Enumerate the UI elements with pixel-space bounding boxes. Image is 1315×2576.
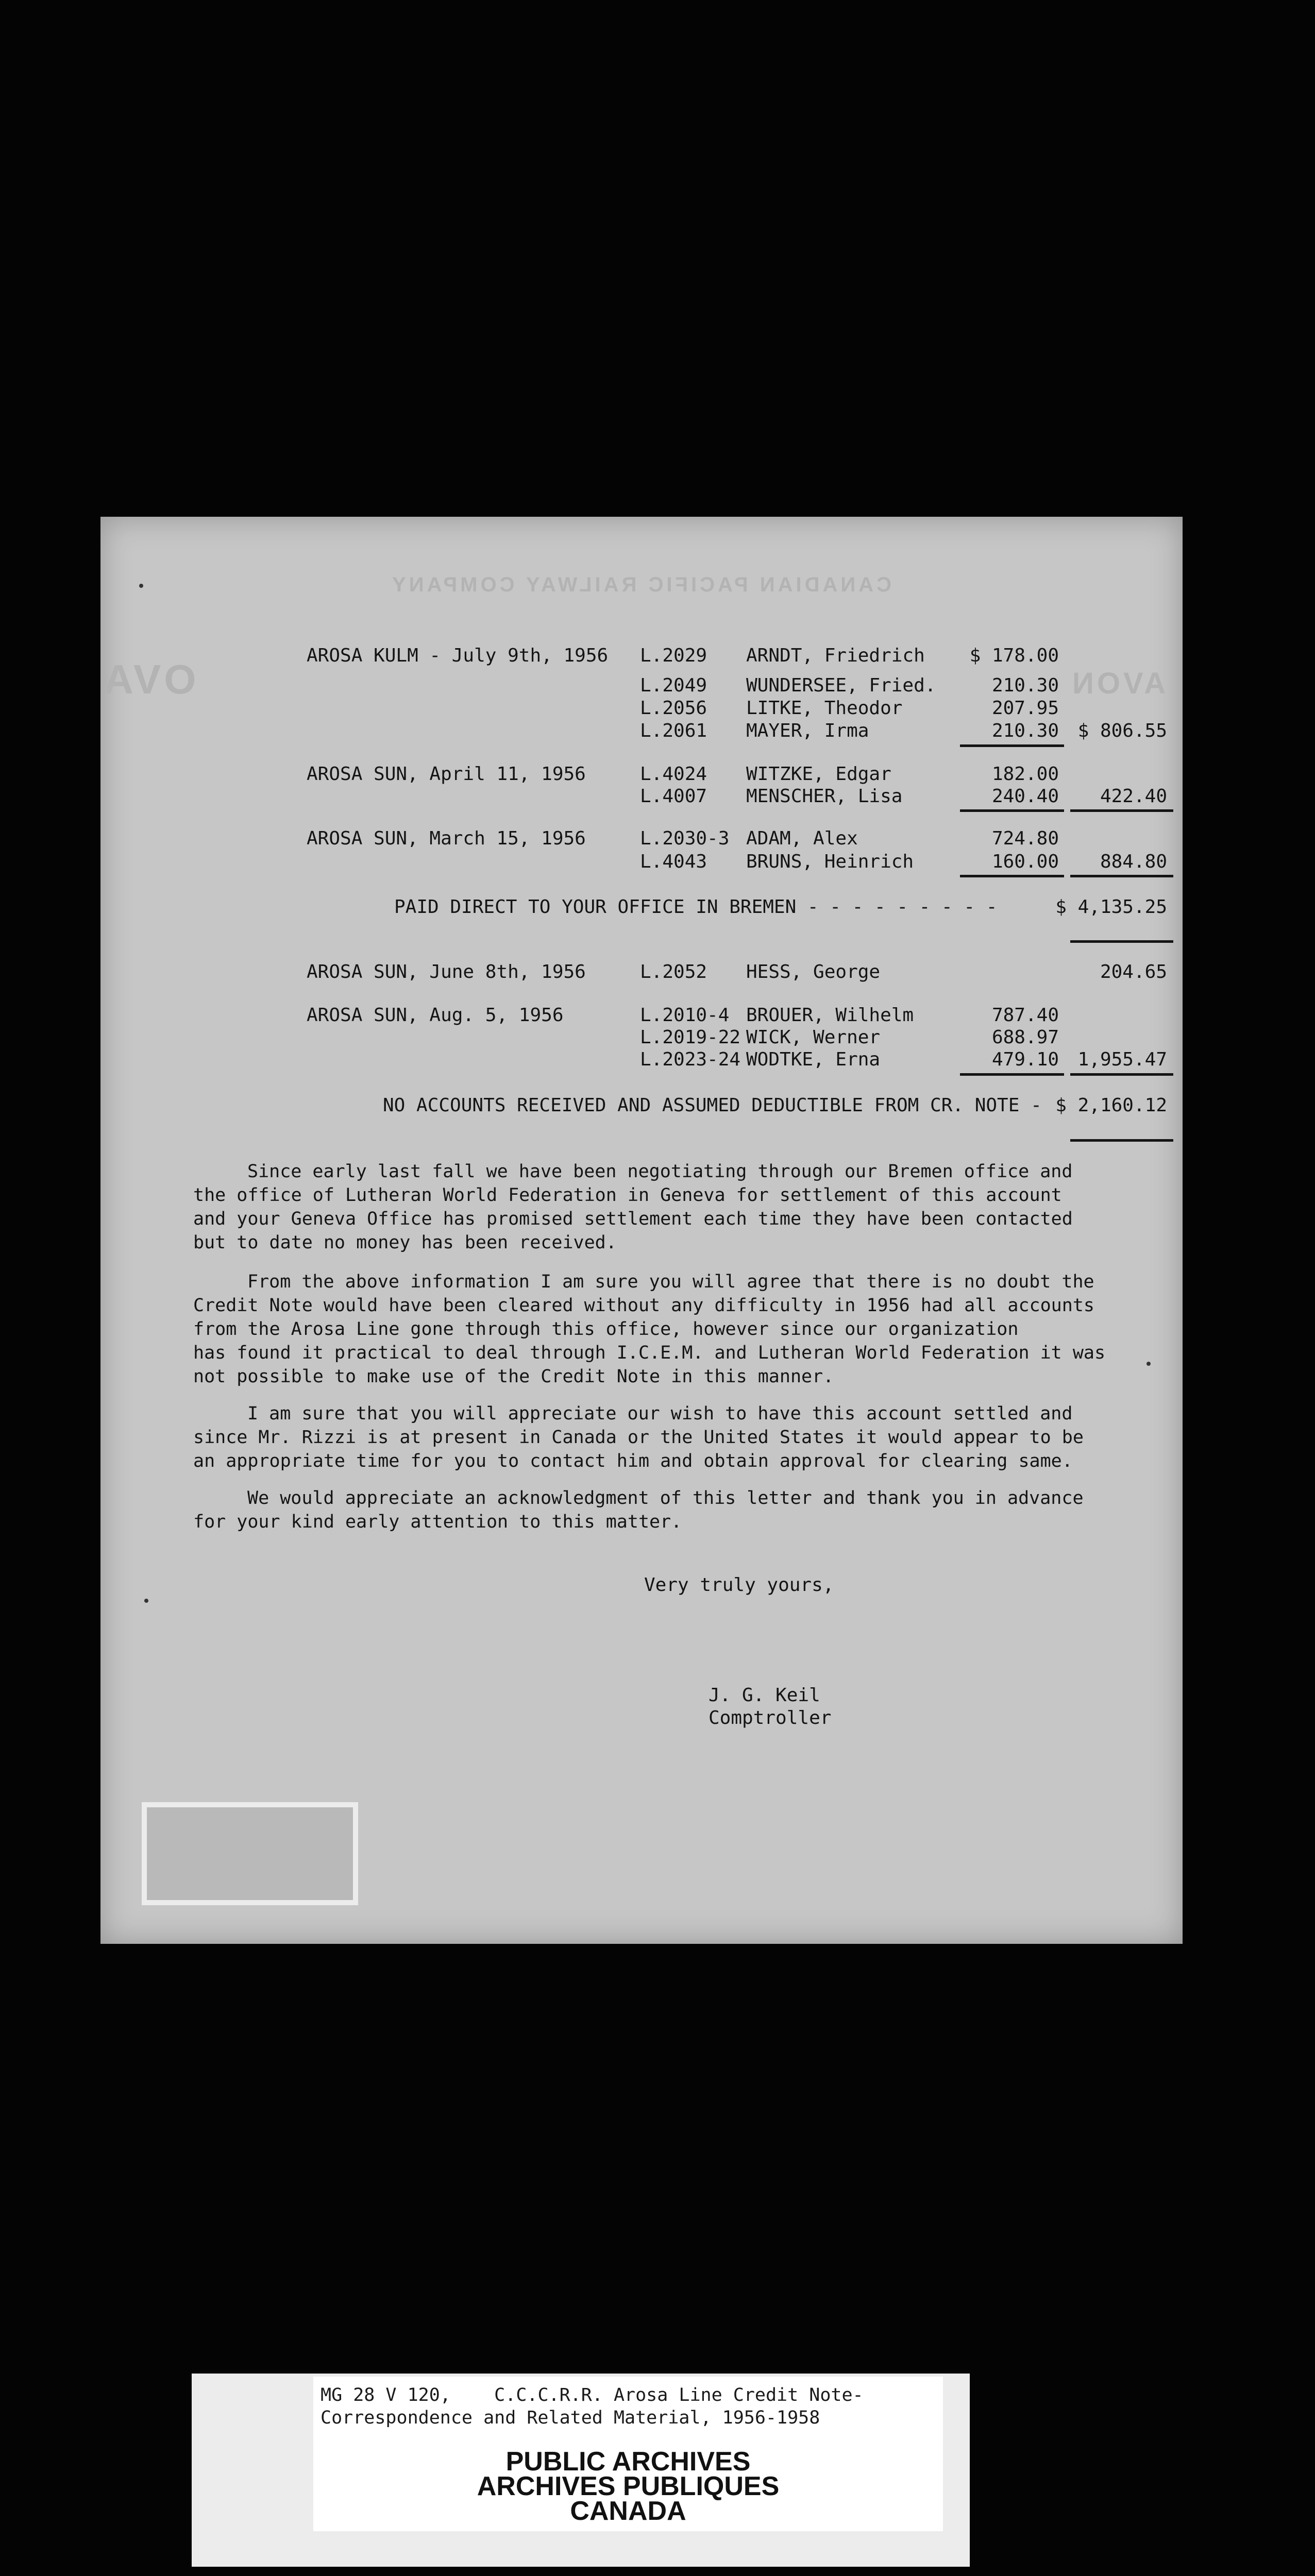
passenger-name: WICK, Werner [746, 1027, 881, 1048]
passenger-name: BRUNS, Heinrich [746, 851, 914, 872]
subtotal: 884.80 [1100, 851, 1167, 872]
underline [1070, 809, 1173, 812]
ticket-ref: L.2030-3 [640, 828, 730, 849]
paid-direct-label: PAID DIRECT TO YOUR OFFICE IN BREMEN - - - - - - - - - [394, 896, 998, 918]
subtotal: 422.40 [1100, 786, 1167, 807]
amount: $ 178.00 [969, 645, 1059, 666]
archive-description-line1: C.C.C.R.R. Arosa Line Credit Note- [494, 2385, 864, 2405]
paid-direct-total: $ 4,135.25 [1055, 896, 1167, 918]
ticket-ref: L.2061 [640, 720, 707, 741]
underline [960, 1073, 1064, 1076]
passenger-name: HESS, George [746, 961, 881, 982]
passenger-name: LITKE, Theodor [746, 698, 903, 719]
ticket-ref: L.2052 [640, 961, 707, 982]
amount: 182.00 [991, 764, 1059, 785]
ship-name: AROSA SUN, June 8th, 1956 [307, 961, 586, 982]
amount: 210.30 [991, 675, 1059, 696]
text-line: We would appreciate an acknowledgment of this letter and thank you in advance [247, 1488, 1084, 1509]
amount: 160.00 [991, 851, 1059, 872]
ticket-ref: L.4024 [640, 764, 707, 785]
closing: Very truly yours, [644, 1574, 834, 1596]
underline [960, 875, 1064, 877]
archive-name-fr: ARCHIVES PUBLIQUES [477, 2471, 780, 2501]
amount: 207.95 [991, 698, 1059, 719]
letter-page [100, 517, 1183, 1944]
text-line: not possible to make use of the Credit Note in this manner. [193, 1366, 834, 1387]
archive-name-en: PUBLIC ARCHIVES [505, 2447, 751, 2477]
archive-country: CANADA [570, 2496, 686, 2526]
paragraph [193, 1160, 1167, 1255]
ticket-ref: L.4007 [640, 786, 707, 807]
watermark-show-through: AVON [1069, 667, 1166, 700]
passenger-name: MENSCHER, Lisa [746, 786, 903, 807]
text-line: from the Arosa Line gone through this office, however since our organization [193, 1319, 1019, 1340]
underline [960, 809, 1064, 812]
amount: 479.10 [991, 1049, 1059, 1070]
ticket-ref: L.2049 [640, 675, 707, 696]
amount: 688.97 [991, 1027, 1059, 1048]
underline [1070, 875, 1173, 877]
amount: 787.40 [991, 1005, 1059, 1026]
double-underline [1070, 1139, 1173, 1142]
paragraph [193, 1270, 1167, 1388]
text-line: for your kind early attention to this matter. [193, 1512, 682, 1532]
passenger-name: WODTKE, Erna [746, 1049, 881, 1070]
text-line: From the above information I am sure you will agree that there is no doubt the [247, 1272, 1094, 1292]
amount: 724.80 [991, 828, 1059, 849]
passenger-name: ARNDT, Friedrich [746, 645, 925, 666]
paragraph [193, 1486, 1167, 1534]
archive-reference [321, 2384, 864, 2429]
ticket-ref: L.2010-4 [640, 1005, 730, 1026]
paragraph [193, 1402, 1167, 1473]
underline [1070, 1073, 1173, 1076]
speck [1147, 1362, 1151, 1366]
amount: 210.30 [991, 720, 1059, 741]
watermark-show-through: CANADIAN PACIFIC RAILWAY COMPANY [389, 573, 892, 596]
archive-ref-number: MG 28 V 120, [321, 2385, 451, 2405]
ticket-ref: L.2019-22 [640, 1027, 741, 1048]
double-underline [1070, 940, 1173, 943]
no-accounts-label: NO ACCOUNTS RECEIVED AND ASSUMED DEDUCTIBLE FROM CR. NOTE - [383, 1095, 1042, 1116]
text-line: has found it practical to deal through I.C.E.M. and Lutheran World Federation it was [193, 1343, 1106, 1363]
ticket-ref: L.2029 [640, 645, 707, 666]
passenger-name: ADAM, Alex [746, 828, 858, 849]
passenger-name: MAYER, Irma [746, 720, 869, 741]
subtotal: 204.65 [1100, 961, 1167, 982]
ship-name: AROSA KULM - July 9th, 1956 [307, 645, 609, 666]
text-line: I am sure that you will appreciate our wish to have this account settled and [247, 1403, 1073, 1424]
ship-name: AROSA SUN, Aug. 5, 1956 [307, 1005, 564, 1026]
text-line: Since early last fall we have been negotiating through our Bremen office and [247, 1161, 1073, 1182]
ticket-ref: L.2056 [640, 698, 707, 719]
no-accounts-total: $ 2,160.12 [1055, 1095, 1167, 1116]
text-line: and your Geneva Office has promised settlement each time they have been contacted [193, 1209, 1073, 1229]
speck [144, 1599, 148, 1603]
passenger-name: WUNDERSEE, Fried. [746, 675, 936, 696]
text-line: the office of Lutheran World Federation in Geneva for settlement of this account [193, 1185, 1062, 1206]
text-line: an appropriate time for you to contact him and obtain approval for clearing same. [193, 1451, 1073, 1471]
text-line: but to date no money has been received. [193, 1232, 617, 1253]
archive-label-card [313, 2377, 943, 2531]
amount: 240.40 [991, 786, 1059, 807]
ship-name: AROSA SUN, March 15, 1956 [307, 828, 586, 849]
subtotal: 1,955.47 [1077, 1049, 1167, 1070]
watermark-show-through: OVA [100, 656, 196, 702]
ship-name: AROSA SUN, April 11, 1956 [307, 764, 586, 785]
ticket-ref: L.4043 [640, 851, 707, 872]
ticket-ref: L.2023-24 [640, 1049, 741, 1070]
passenger-name: WITZKE, Edgar [746, 764, 891, 785]
signer-name: J. G. Keil [709, 1685, 820, 1706]
speck [139, 584, 143, 588]
text-line: since Mr. Rizzi is at present in Canada or the United States it would appear to be [193, 1427, 1084, 1448]
text-line: Credit Note would have been cleared without any difficulty in 1956 had all accounts [193, 1295, 1094, 1316]
passenger-name: BROUER, Wilhelm [746, 1005, 914, 1026]
watermark-stamp-box [142, 1802, 358, 1905]
archive-description-line2: Correspondence and Related Material, 1956-1958 [321, 2408, 820, 2428]
archive-label [192, 2374, 970, 2567]
signer-title: Comptroller [709, 1707, 832, 1728]
underline [960, 744, 1064, 747]
subtotal: $ 806.55 [1077, 720, 1167, 741]
